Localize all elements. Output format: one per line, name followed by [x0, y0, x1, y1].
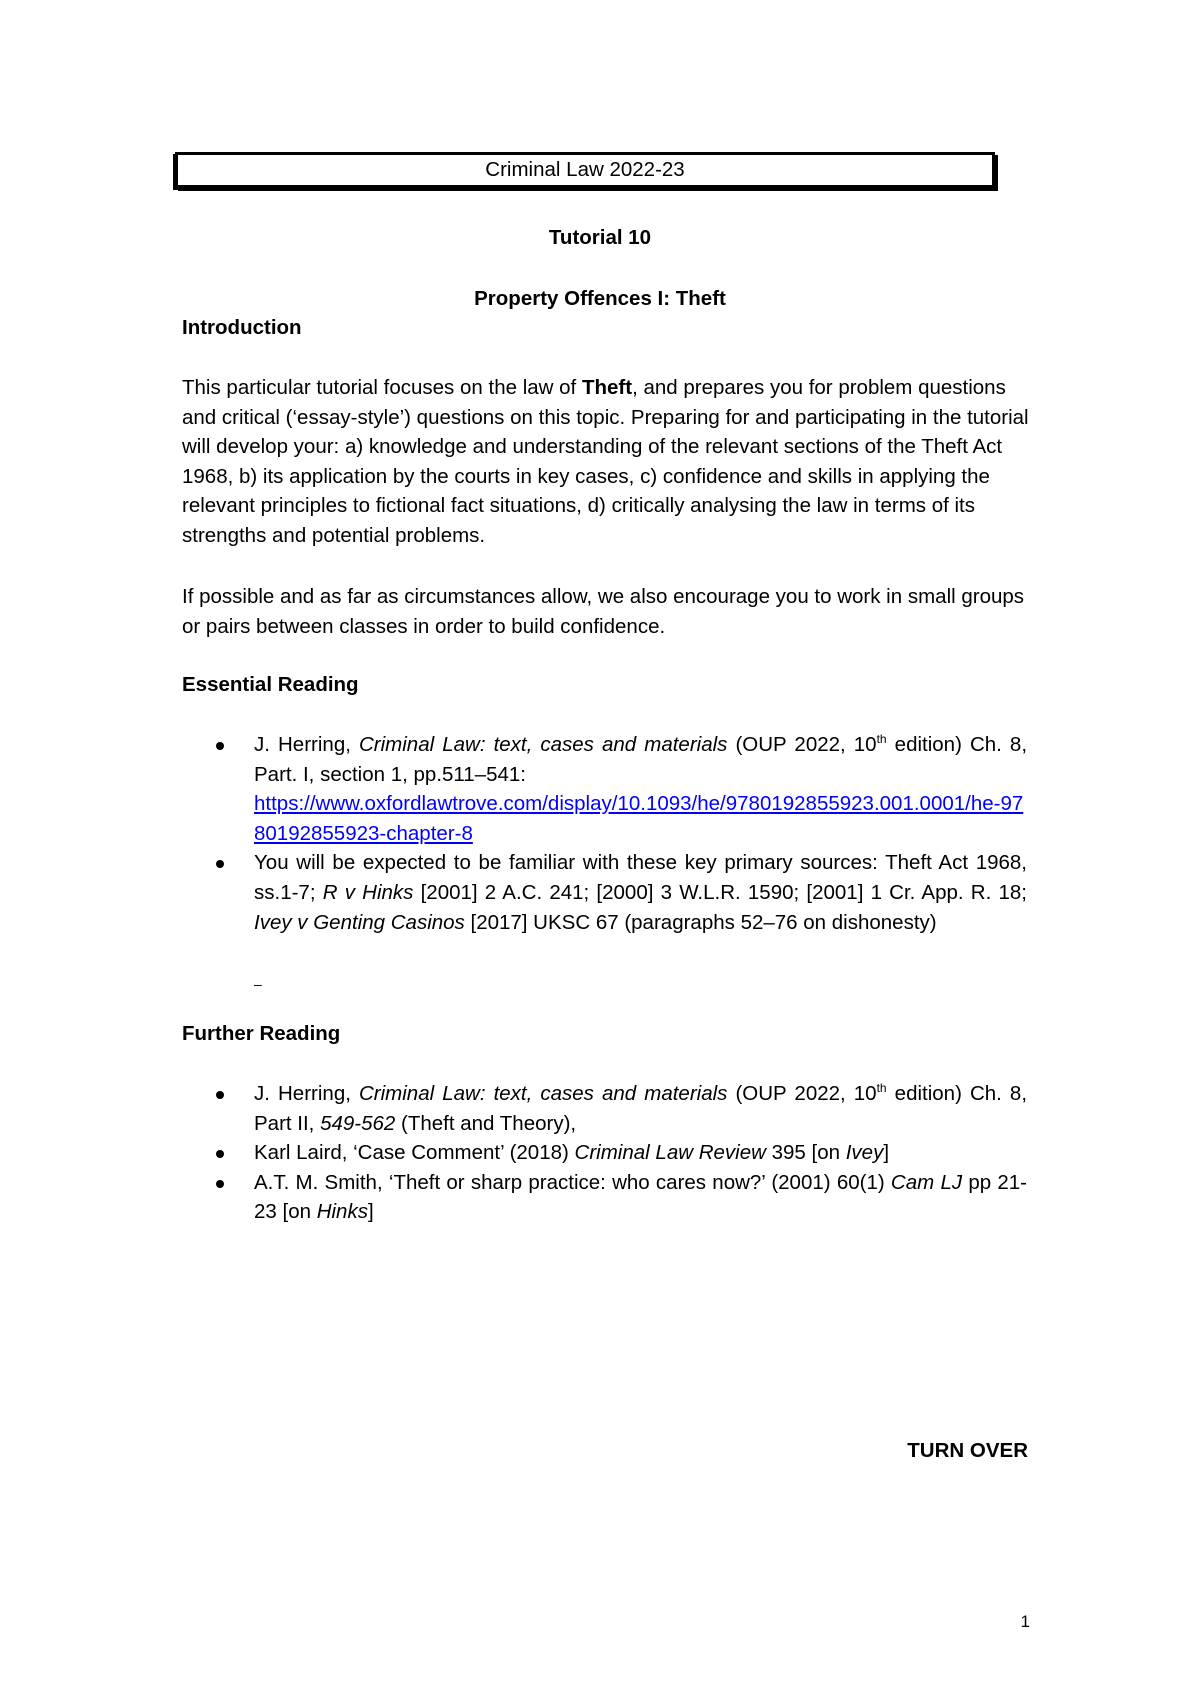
journal-title: Criminal Law Review: [574, 1141, 766, 1165]
tutorial-topic: Property Offences I: Theft: [474, 287, 726, 310]
ref-text: Karl Laird, ‘Case Comment’ (2018): [254, 1141, 575, 1165]
ref-text: [2001] 2 A.C. 241; [2000] 3 W.L.R. 1590; [2001] 1 Cr. App. R. 18;: [413, 880, 1027, 904]
ref-text: edition) Ch. 8, Part. I, section 1, pp.511–541:: [254, 733, 1028, 786]
ordinal-suffix: th: [876, 1081, 887, 1096]
ref-text: A.T. M. Smith, ‘Theft or sharp practice: who cares now?’ (2001) 60(1): [254, 1170, 891, 1194]
case-name: Ivey: [845, 1141, 884, 1165]
bullet-icon: [216, 1091, 224, 1099]
case-name: Hinks: [316, 1200, 368, 1224]
list-item: [182, 848, 1027, 937]
course-title-box: [175, 152, 995, 188]
ref-text: J. Herring,: [254, 733, 359, 756]
further-reading-list: [182, 1079, 1027, 1227]
ref-text: (OUP 2022, 10: [727, 1082, 877, 1105]
bullet-icon: [216, 1180, 224, 1188]
ref-text: [2017] UKSC 67 (paragraphs 52–76 on dishonesty): [464, 910, 937, 934]
essential-reading-heading: Essential Reading: [182, 673, 359, 696]
case-name: Ivey v Genting Casinos: [254, 910, 465, 934]
ref-text: edition) Ch. 8, Part II,: [254, 1082, 1028, 1135]
page-number: 1: [1020, 1612, 1030, 1631]
book-title: Criminal Law: text, cases and materials: [358, 733, 728, 756]
further-reading-heading: Further Reading: [182, 1022, 341, 1045]
page-range: 549-562: [320, 1111, 396, 1135]
case-name: R v Hinks: [322, 880, 414, 904]
turn-over-note: TURN OVER: [907, 1439, 1028, 1462]
ref-text: (Theft and Theory),: [395, 1111, 577, 1135]
journal-title: Cam LJ: [890, 1170, 963, 1194]
list-item: [182, 1168, 1027, 1227]
tutorial-number: Tutorial 10: [548, 226, 652, 249]
ref-text: 395 [on: [765, 1141, 846, 1165]
ordinal-suffix: th: [876, 732, 887, 747]
ref-text: You will be expected to be familiar with these key primary sources: Theft Act 1968, ss.1-7;: [254, 851, 1027, 904]
intro-text-bold: Theft: [581, 376, 633, 399]
book-title: Criminal Law: text, cases and materials: [358, 1082, 728, 1105]
introduction-heading: Introduction: [182, 316, 302, 339]
list-item: [182, 730, 1027, 848]
stray-dash: –: [254, 976, 262, 992]
ref-text: (OUP 2022, 10: [727, 733, 877, 756]
ref-text: J. Herring,: [254, 1082, 359, 1105]
chapter-link[interactable]: https://www.oxfordlawtrove.com/display/10.1093/he/9780192855923.001.0001/he-9780192855923-chapter-8: [254, 792, 1024, 845]
bullet-icon: [216, 1150, 224, 1158]
course-title: Criminal Law 2022-23: [485, 158, 685, 181]
ref-text: ]: [883, 1141, 890, 1165]
list-item: [182, 1138, 1027, 1168]
list-item: [182, 1079, 1027, 1138]
introduction-paragraph: [182, 373, 1032, 551]
intro-text-rest: , and prepares you for problem questions and critical (‘essay-style’) questions on this topic. Preparing for and participating in the tutorial will develop your: a) knowledge and understanding of the relevant sections of the Theft Act 1968, b) its application by the courts in key cases, c) confidence and skills in applying the relevant principles to fictional fact situations, d) critically analysing the law in terms of its strengths and potential problems.: [182, 376, 1029, 547]
ref-text: ]: [367, 1200, 374, 1224]
bullet-icon: [216, 860, 224, 868]
encouragement-paragraph: If possible and as far as circumstances allow, we also encourage you to work in small groups or pairs between classes in order to build confidence.: [182, 585, 1025, 638]
intro-text-start: This particular tutorial focuses on the law of: [182, 376, 582, 399]
bullet-icon: [216, 742, 224, 750]
ref-text: pp 21-23 [on: [254, 1170, 1027, 1224]
essential-reading-list: [182, 730, 1027, 937]
